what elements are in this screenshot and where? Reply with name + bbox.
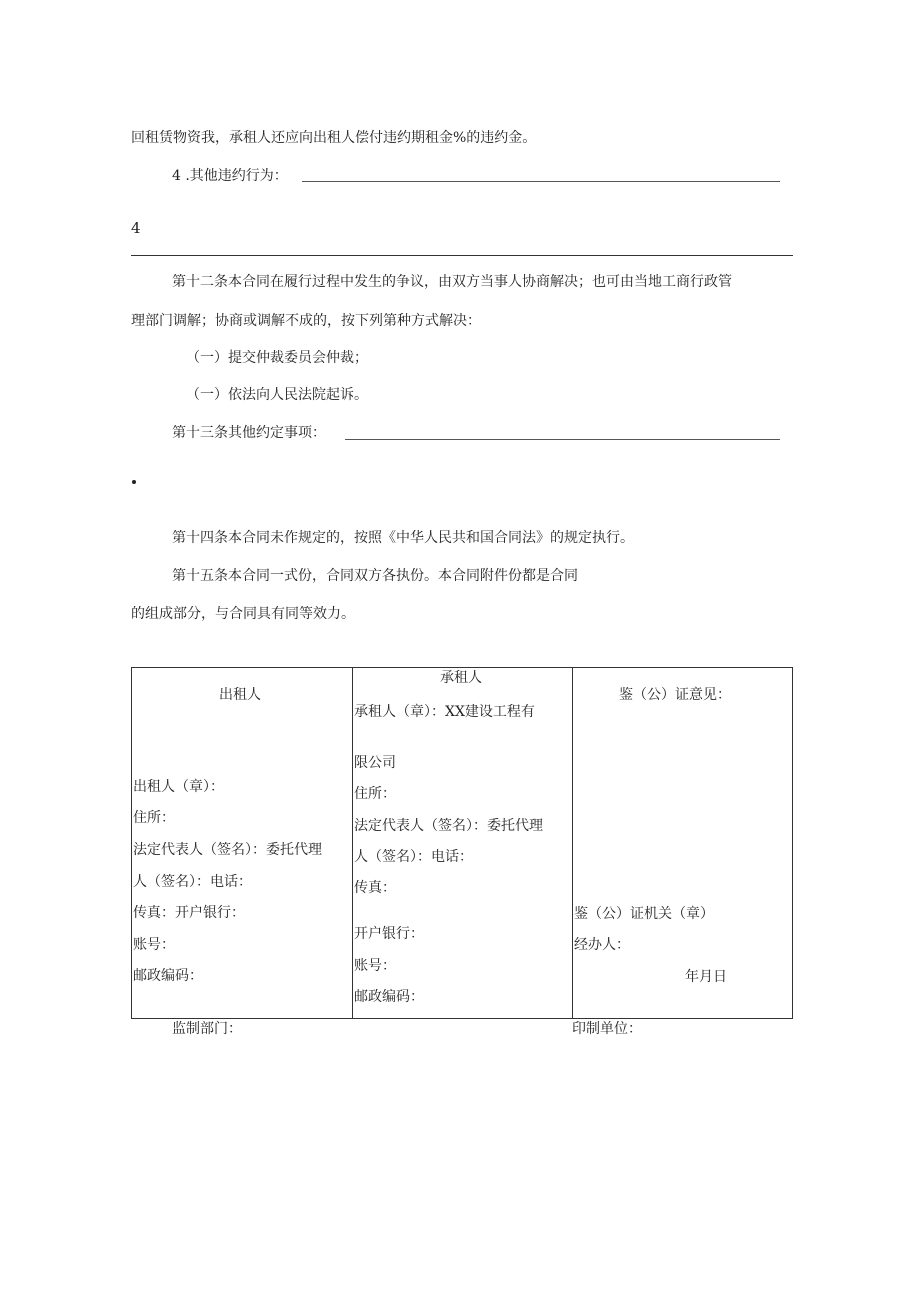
lessor-account: 账号： (133, 937, 175, 953)
lessor-fax-bank: 传真：开户银行： (133, 905, 245, 921)
article-12-line-2: 理部门调解；协商或调解不成的，按下列第种方式解决： (131, 313, 481, 329)
notary-header: 鉴（公）证意见： (619, 687, 731, 703)
article-15-line-1: 第十五条本合同一式份，合同双方各执份。本合同附件份都是合同 (172, 568, 578, 584)
lessee-seal-company: 限公司 (354, 755, 396, 771)
notary-handler: 经办人： (574, 937, 630, 953)
lessor-postcode: 邮政编码： (133, 968, 203, 984)
notary-office: 鉴（公）证机关（章） (574, 906, 714, 922)
lessor-address: 住所： (133, 810, 175, 826)
notary-cell (573, 668, 793, 1019)
lessee-address: 住所： (354, 786, 396, 802)
article-13-blank-line (345, 439, 780, 440)
lessee-header: 承租人 (440, 670, 482, 686)
bullet-point (132, 480, 136, 484)
lessor-cell (132, 668, 353, 1019)
horizontal-rule (131, 255, 793, 256)
article-12-line-1: 第十二条本合同在履行过程中发生的争议，由双方当事人协商解决；也可由当地工商行政管 (172, 274, 732, 290)
lessee-fax: 传真： (354, 880, 396, 896)
lessee-cell (353, 668, 573, 1019)
article-14: 第十四条本合同未作规定的，按照《中华人民共和国合同法》的规定执行。 (172, 530, 634, 546)
notary-date: 年月日 (685, 969, 727, 985)
lessor-seal: 出租人（章）： (133, 779, 224, 795)
article-13-label: 第十三条其他约定事项： (172, 425, 326, 441)
lessee-seal: 承租人（章）：XX建设工程有 (354, 704, 535, 720)
lessor-agent-phone: 人（签名）：电话： (133, 874, 252, 890)
lessee-representative: 法定代表人（签名）：委托代理 (354, 818, 543, 834)
lessee-postcode: 邮政编码： (354, 989, 424, 1005)
item-4-blank-line (302, 181, 780, 182)
page-number: 4 (131, 219, 141, 237)
lessor-representative: 法定代表人（签名）：委托代理 (133, 842, 322, 858)
lessee-account: 账号： (354, 958, 396, 974)
printer-label: 印制单位： (572, 1021, 642, 1037)
supervisor-label: 监制部门： (172, 1021, 242, 1037)
item-4-label: 4 .其他违约行为： (172, 168, 288, 184)
option-lawsuit: （一）依法向人民法院起诉。 (186, 387, 368, 403)
lessee-bank: 开户银行： (354, 926, 424, 942)
text-line-penalty: 回租赁物资我，承租人还应向出租人偿付违约期租金%的违约金。 (131, 130, 537, 146)
option-arbitration: （一）提交仲裁委员会仲裁； (186, 350, 368, 366)
signature-table (131, 667, 793, 1019)
lessee-agent-phone: 人（签名）：电话： (354, 849, 473, 865)
lessor-header: 出租人 (219, 687, 261, 703)
article-15-line-2: 的组成部分，与合同具有同等效力。 (131, 606, 355, 622)
